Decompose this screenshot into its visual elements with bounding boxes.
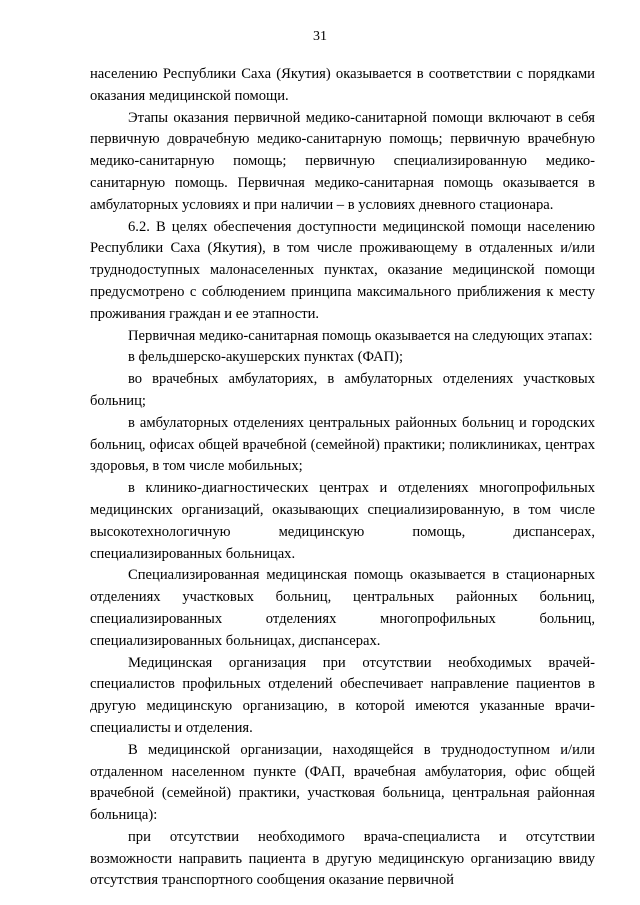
paragraph-7: в амбулаторных отделениях центральных районных больниц и городских больниц, офисах общей врачебной (семейной) практики; поликлиниках, центрах здоровья, в том числе мобильных; bbox=[90, 414, 595, 475]
paragraph-2: Этапы оказания первичной медико-санитарной помощи включают в себя первичную доврачебную медико-санитарную помощь; первичную врачебную медико-санитарную помощь; первичную специализированную медико-санитарную помощь. Первичная медико-санитарная помощь оказывается в амбулаторных условиях и при наличии – в условиях дневного стационара. bbox=[90, 109, 595, 213]
paragraph-10: Медицинская организация при отсутствии необходимых врачей-специалистов профильных отделений обеспечивает направление пациентов в другую медицинскую организацию, в которой имеются указанные врачи-специалисты и отделения. bbox=[90, 654, 595, 736]
document-body bbox=[90, 64, 595, 892]
paragraph-11: В медицинской организации, находящейся в труднодоступном и/или отдаленном населенном пункте (ФАП, врачебная амбулатория, офис общей врачебной (семейной) практики, участковая больница, центральная районная больница): bbox=[90, 741, 595, 824]
page-number: 31 bbox=[313, 29, 327, 44]
paragraph-5: в фельдшерско-акушерских пунктах (ФАП); bbox=[128, 349, 404, 366]
paragraph-12: при отсутствии необходимого врача-специалиста и отсутствии возможности направить пациента в другую медицинскую организацию ввиду отсутствия транспортного сообщения оказание первичной bbox=[90, 828, 595, 889]
paragraph-9: Специализированная медицинская помощь оказывается в стационарных отделениях участковых больниц, центральных районных больниц, специализированных отделениях многопрофильных больниц, специализированных больницах, диспансерах. bbox=[90, 567, 595, 649]
paragraph-1: населению Республики Саха (Якутия) оказывается в соответствии с порядками оказания медицинской помощи. bbox=[90, 66, 595, 104]
paragraph-3: 6.2. В целях обеспечения доступности медицинской помощи населению Республики Саха (Якутия), в том числе проживающему в отдаленных и/или труднодоступных малонаселенных пунктах, оказание медицинской помощи предусмотрено с соблюдением принципа максимального приближения к месту проживания граждан и ее этапности. bbox=[90, 218, 595, 322]
paragraph-6: во врачебных амбулаториях, в амбулаторных отделениях участковых больниц; bbox=[90, 371, 595, 409]
paragraph-8: в клинико-диагностических центрах и отделениях многопрофильных медицинских организаций, оказывающих специализированную, в том числе высокотехнологичную медицинскую помощь, диспансерах, специализированных больницах. bbox=[90, 480, 595, 562]
paragraph-4: Первичная медико-санитарная помощь оказывается на следующих этапах: bbox=[128, 327, 593, 344]
